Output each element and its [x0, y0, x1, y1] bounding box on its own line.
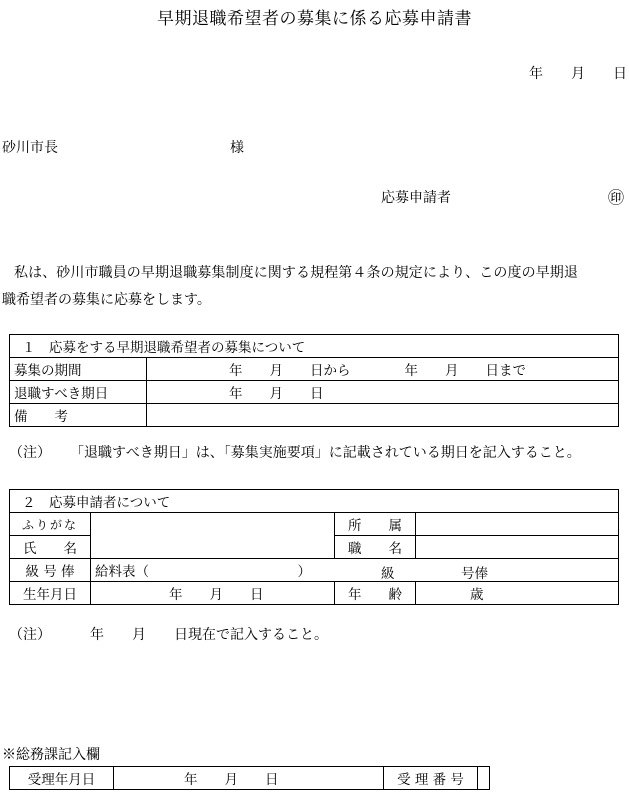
section2-note: 年 月 日現在で記入すること。 — [90, 627, 328, 643]
age-label: 年 齢 — [335, 582, 416, 605]
name-label: 氏 名 — [10, 536, 91, 559]
applicant-table — [9, 489, 619, 605]
body-text-line-1: 私は、砂川市職員の早期退職募集制度に関する規程第４条の規定により、この度の早期退 — [14, 265, 578, 281]
furigana-label: ふりがな — [10, 513, 91, 536]
section1-note: 「退職すべき期日」は、「募集実施要項」に記載されている期日を記入すること。 — [70, 445, 581, 461]
affiliation-value[interactable] — [416, 513, 619, 536]
applicant-label: 応募申請者 — [381, 190, 451, 206]
addressee-honorific: 様 — [230, 140, 244, 156]
recruitment-table — [9, 334, 619, 427]
table-row — [10, 381, 619, 404]
step-unit: 号俸 — [461, 566, 488, 582]
office-use-table — [9, 766, 490, 790]
received-number-value[interactable] — [478, 767, 490, 790]
recruitment-period-value[interactable]: 年 月 日から 年 月 日まで — [147, 358, 619, 381]
grade-value[interactable] — [91, 559, 619, 582]
office-use-heading: ※総務課記入欄 — [2, 747, 100, 763]
section2-note-prefix: （注） — [9, 627, 51, 643]
remarks-value[interactable] — [147, 404, 619, 427]
section1-heading: １ 応募をする早期退職希望者の募集について — [10, 335, 619, 358]
salary-table-text: 給料表（ ） — [95, 564, 311, 580]
affiliation-label: 所 属 — [335, 513, 416, 536]
birthdate-value[interactable]: 年 月 日 — [91, 582, 335, 605]
table-row — [10, 404, 619, 427]
age-value[interactable]: 歳 — [416, 582, 619, 605]
seal-mark: ㊞ — [608, 188, 625, 207]
table-row — [10, 559, 619, 582]
table-row — [10, 513, 619, 536]
birthdate-label: 生年月日 — [10, 582, 91, 605]
grade-label: 級 号 俸 — [10, 559, 91, 582]
date-line: 年 月 日 — [529, 66, 627, 82]
received-number-label: 受 理 番 号 — [384, 767, 478, 790]
table-row — [10, 767, 490, 790]
section2-heading: ２ 応募申請者について — [10, 490, 619, 513]
section1-note-prefix: （注） — [9, 445, 51, 461]
retirement-date-value[interactable]: 年 月 日 — [147, 381, 619, 404]
received-date-label: 受理年月日 — [10, 767, 114, 790]
table-row — [10, 582, 619, 605]
grade-unit: 級 — [381, 566, 395, 582]
body-text-line-2: 職希望者の募集に応募をします。 — [2, 292, 211, 308]
table-row — [10, 358, 619, 381]
position-value[interactable] — [416, 536, 619, 559]
addressee-name: 砂川市長 — [2, 140, 58, 156]
received-date-value[interactable]: 年 月 日 — [114, 767, 384, 790]
remarks-label: 備 考 — [10, 404, 147, 427]
recruitment-period-label: 募集の期間 — [10, 358, 147, 381]
name-value[interactable] — [91, 513, 335, 559]
document-title: 早期退職希望者の募集に係る応募申請書 — [157, 9, 472, 29]
position-label: 職 名 — [335, 536, 416, 559]
retirement-date-label: 退職すべき期日 — [10, 381, 147, 404]
